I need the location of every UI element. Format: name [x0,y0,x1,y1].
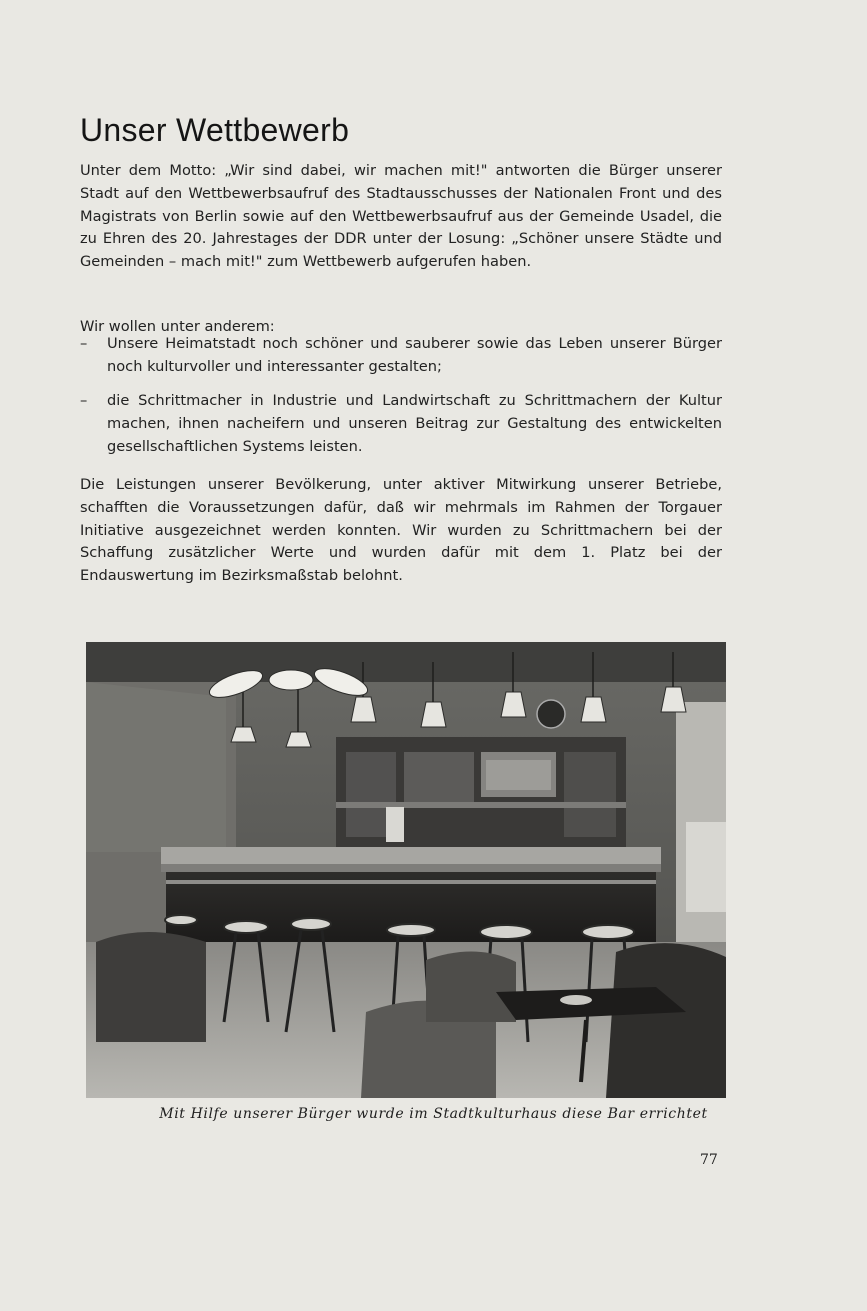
page-heading: Unser Wettbewerb [80,112,350,148]
page-number: 77 [700,1152,718,1168]
photo-caption: Mit Hilfe unserer Bürger wurde im Stadtkulturhaus diese Bar errichtet [159,1106,708,1122]
list-item-text: die Schrittmacher in Industrie und Landwirtschaft zu Schrittmachern der Kultur machen, ihnen nacheifern und unseren Beitrag zur Gestaltung des entwickelten gesellschaftlichen Systems leisten. [107,392,722,455]
intro-paragraph: Unter dem Motto: „Wir sind dabei, wir machen mit!" antworten die Bürger unserer Stadt auf den Wettbewerbsaufruf des Stadtausschusses der Nationalen Front und des Magistrats von Berlin sowie auf den Wettbewerbsaufruf aus der Gemeinde Usadel, die zu Ehren des 20. Jahrestages der DDR unter der Losung: „Schöner unsere Städte und Gemeinden – mach mit!" zum Wettbewerb aufgerufen haben. [80,162,722,271]
goal-list-1 [80,333,722,379]
list-item-text: Unsere Heimatstadt noch schöner und sauberer sowie das Leben unserer Bürger noch kulturvoller und interessanter gestalten; [107,335,722,375]
list-dash: – [80,392,88,409]
list-dash: – [80,335,88,352]
bar-photograph [86,642,726,1098]
list-intro: Wir wollen unter anderem: [80,318,275,335]
achievement-paragraph: Die Leistungen unserer Bevölkerung, unter aktiver Mitwirkung unserer Betriebe, schafften die Voraussetzungen dafür, daß wir mehrmals im Rahmen der Torgauer Initiative ausgezeichnet werden konnten. Wir wurden zu Schrittmachern bei der Schaffung zusätzlicher Werte und wurden dafür mit dem 1. Platz bei der Endauswertung im Bezirksmaßstab belohnt. [80,476,722,585]
goal-list-2 [80,390,722,458]
list-item [80,333,722,379]
list-item [80,390,722,458]
bar-photograph-illustration [86,642,726,1098]
